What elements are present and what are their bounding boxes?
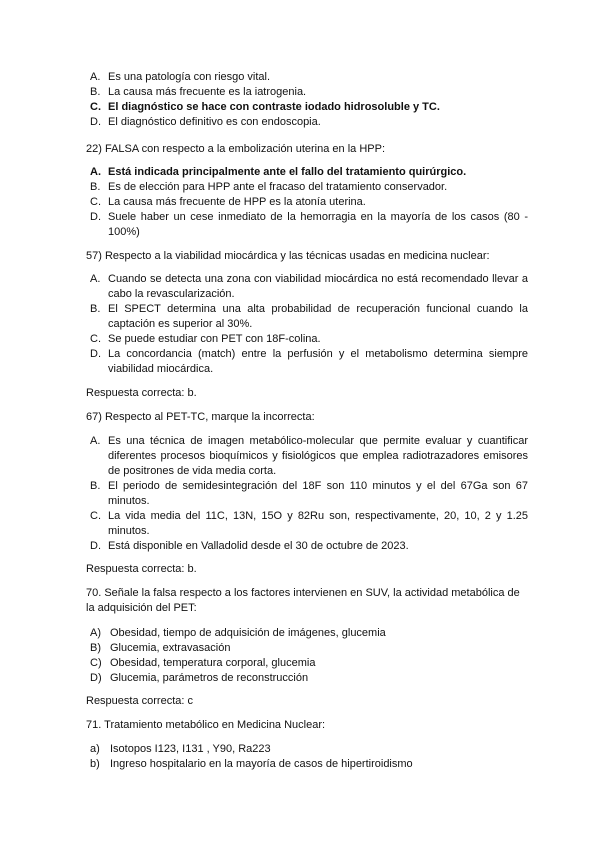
option-d	[90, 539, 528, 554]
option-a	[90, 272, 528, 302]
option-c	[90, 332, 528, 347]
option-text: El SPECT determina una alta probabilidad de recuperación funcional cuando la captación es superior al 30%.	[108, 303, 528, 330]
option-letter: A)	[90, 627, 101, 639]
answer-70: Respuesta correcta: c	[86, 695, 193, 707]
option-text: Ingreso hospitalario en la mayoría de casos de hipertiroidismo	[110, 758, 413, 770]
option-text: El diagnóstico se hace con contraste iodado hidrosoluble y TC.	[108, 101, 440, 113]
option-letter: A.	[90, 435, 101, 447]
option-letter: B.	[90, 86, 101, 98]
option-text: Cuando se detecta una zona con viabilidad miocárdica no está recomendado llevar a cabo la revascularización.	[108, 273, 528, 300]
option-d	[90, 115, 528, 130]
question-67: 67) Respecto al PET-TC, marque la incorrecta:	[86, 411, 315, 423]
option-text: Glucemia, parámetros de reconstrucción	[110, 672, 309, 684]
option-text: Obesidad, tiempo de adquisición de imágenes, glucemia	[110, 627, 386, 639]
option-text: Es una técnica de imagen metabólico-molecular que permite evaluar y cuantificar diferentes procesos bioquímicos y fisiológicos que emplea radiotrazadores emisores de positrones de vida media corta.	[108, 435, 528, 477]
option-letter: D.	[90, 116, 101, 128]
option-b	[90, 641, 528, 656]
option-letter: B.	[90, 181, 101, 193]
options-list-22	[90, 165, 528, 240]
option-text: Isotopos I123, I131 , Y90, Ra223	[110, 743, 271, 755]
option-letter: C.	[90, 101, 101, 113]
option-text: Obesidad, temperatura corporal, glucemia	[110, 657, 316, 669]
option-text: La concordancia (match) entre la perfusión y el metabolismo determina siempre viabilidad miocárdica.	[108, 348, 528, 375]
option-letter: A.	[90, 71, 101, 83]
option-letter: A.	[90, 166, 101, 178]
option-letter: A.	[90, 273, 101, 285]
option-letter: b)	[90, 758, 100, 770]
option-c-correct	[90, 100, 528, 115]
option-a	[90, 626, 528, 641]
option-letter: B.	[90, 480, 101, 492]
option-a	[90, 434, 528, 479]
option-b	[90, 479, 528, 509]
option-a	[90, 742, 528, 757]
options-list-57	[90, 272, 528, 377]
option-text: Está disponible en Valladolid desde el 30 de octubre de 2023.	[108, 540, 409, 552]
question-70: 70. Señale la falsa respecto a los factores intervienen en SUV, la actividad metabólica de la adquisición del PET:	[86, 587, 520, 614]
options-list-67	[90, 434, 528, 554]
option-text: Es una patología con riesgo vital.	[108, 71, 271, 83]
option-letter: a)	[90, 743, 100, 755]
option-b	[90, 85, 528, 100]
options-list-71	[90, 742, 528, 772]
option-text: La causa más frecuente es la iatrogenia.	[108, 86, 307, 98]
answer-57: Respuesta correcta: b.	[86, 387, 197, 399]
answer-67: Respuesta correcta: b.	[86, 563, 197, 575]
option-letter: D.	[90, 540, 101, 552]
option-text: La vida media del 11C, 13N, 15O y 82Ru son, respectivamente, 20, 10, 2 y 1.25 minutos.	[108, 510, 528, 537]
option-a	[90, 70, 528, 85]
option-text: Está indicada principalmente ante el fallo del tratamiento quirúrgico.	[108, 166, 467, 178]
option-d	[90, 671, 528, 686]
question-71: 71. Tratamiento metabólico en Medicina Nuclear:	[86, 719, 326, 731]
option-d	[90, 347, 528, 377]
option-c	[90, 656, 528, 671]
option-text: El periodo de semidesintegración del 18F son 110 minutos y el del 67Ga son 67 minutos.	[108, 480, 528, 507]
option-letter: C.	[90, 333, 101, 345]
option-b	[90, 180, 528, 195]
option-c	[90, 509, 528, 539]
options-list-intro	[90, 70, 528, 130]
option-letter: C)	[90, 657, 102, 669]
option-text: Es de elección para HPP ante el fracaso del tratamiento conservador.	[108, 181, 448, 193]
option-b	[90, 757, 528, 772]
option-text: Se puede estudiar con PET con 18F-colina.	[108, 333, 321, 345]
option-text: Suele haber un cese inmediato de la hemorragia en la mayoría de los casos (80 - 100%)	[108, 211, 528, 238]
option-d	[90, 210, 528, 240]
option-b	[90, 302, 528, 332]
option-text: El diagnóstico definitivo es con endoscopia.	[108, 116, 321, 128]
option-c	[90, 195, 528, 210]
option-letter: B)	[90, 642, 101, 654]
option-letter: D.	[90, 348, 101, 360]
option-text: Glucemia, extravasación	[110, 642, 231, 654]
option-text: La causa más frecuente de HPP es la atonía uterina.	[108, 196, 366, 208]
option-letter: D.	[90, 211, 101, 223]
option-letter: D)	[90, 672, 102, 684]
options-list-70	[90, 626, 528, 686]
question-57: 57) Respecto a la viabilidad miocárdica y las técnicas usadas en medicina nuclear:	[86, 250, 490, 262]
option-letter: B.	[90, 303, 101, 315]
option-a-correct	[90, 165, 528, 180]
option-letter: C.	[90, 510, 101, 522]
option-letter: C.	[90, 196, 101, 208]
question-22: 22) FALSA con respecto a la embolización uterina en la HPP:	[86, 143, 386, 155]
